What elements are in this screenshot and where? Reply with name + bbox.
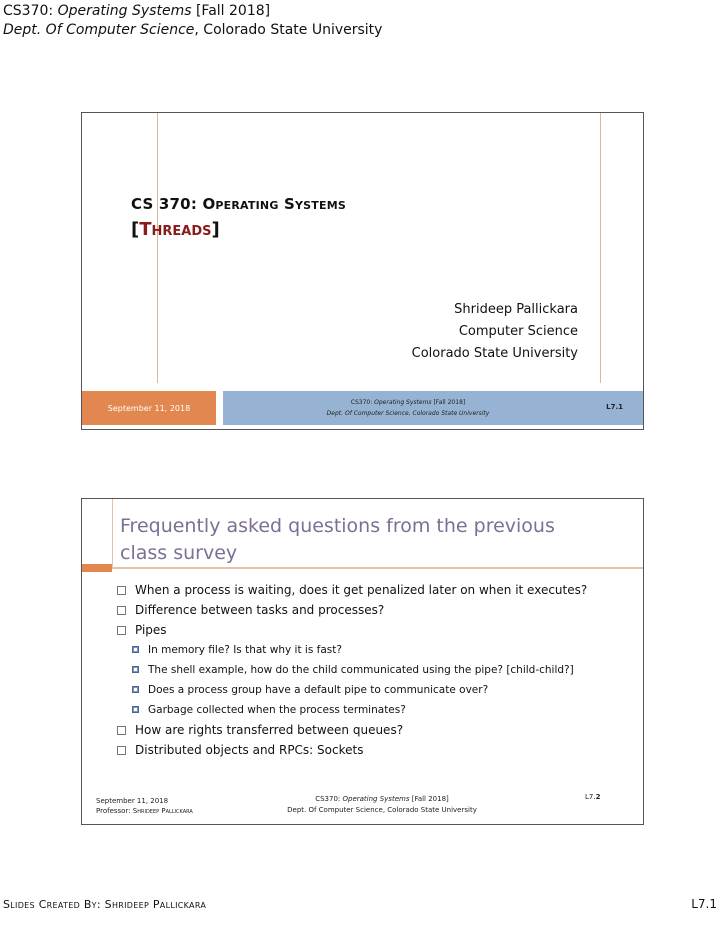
slide1-footer-bar — [223, 391, 643, 425]
slide2-footer-left — [96, 796, 193, 816]
slide2-footer-center — [252, 794, 512, 816]
slide2-title: Frequently asked questions from the previous class survey — [120, 515, 555, 564]
decor-line-right — [600, 113, 601, 383]
slide2-footer-professor: Professor: Shrideep Pallickara — [96, 807, 193, 815]
slide2-footer-course: CS370: Operating Systems [Fall 2018] — [315, 795, 449, 803]
slide1-title: CS 370: Operating Systems — [131, 195, 346, 213]
slide1-footer-date: September 11, 2018 — [82, 391, 216, 425]
page-header-dept: Dept. Of Computer Science, Colorado State University — [3, 22, 383, 38]
slide1-footer-course: CS370: Operating Systems [Fall 2018] — [350, 399, 466, 406]
list-item: Pipes — [112, 620, 637, 640]
slide-1 — [81, 112, 644, 430]
author-affiliation-2: Colorado State University — [411, 346, 578, 361]
title-underline — [112, 567, 643, 569]
title-underline-accent — [82, 564, 112, 572]
sub-list-item: Does a process group have a default pipe to communicate over? — [112, 680, 637, 700]
slide2-footer-dept: Dept. Of Computer Science, Colorado State University — [287, 806, 477, 814]
decor-line-vertical — [112, 499, 113, 569]
sub-list-item: Garbage collected when the process terminates? — [112, 700, 637, 720]
slide1-footer-number: L7.1 — [606, 403, 623, 411]
slide2-footer-date: September 11, 2018 — [96, 797, 169, 805]
page-header-course: CS370: Operating Systems [Fall 2018] — [3, 3, 271, 19]
sub-list-item: The shell example, how do the child communicated using the pipe? [child-child?] — [112, 660, 637, 680]
decor-line-left — [157, 113, 158, 383]
bullet-list — [112, 580, 637, 760]
slide-2 — [81, 498, 644, 825]
author-block — [412, 299, 578, 365]
list-item: When a process is waiting, does it get penalized later on when it executes? — [112, 580, 637, 600]
author-affiliation-1: Computer Science — [458, 324, 578, 339]
sub-list-item: In memory file? Is that why it is fast? — [112, 640, 637, 660]
author-name: Shrideep Pallickara — [454, 302, 578, 317]
slide1-subtitle: [Threads] — [131, 219, 220, 240]
list-item: How are rights transferred between queues? — [112, 720, 637, 740]
page-footer-number: L7.1 — [691, 897, 717, 911]
slide1-footer-dept: Dept. Of Computer Science, Colorado State University — [326, 410, 490, 417]
page-footer-credit: Slides Created By: Shrideep Pallickara — [3, 898, 207, 911]
list-item: Difference between tasks and processes? — [112, 600, 637, 620]
list-item: Distributed objects and RPCs: Sockets — [112, 740, 637, 760]
slide2-footer-number: L7.2 — [585, 793, 601, 801]
